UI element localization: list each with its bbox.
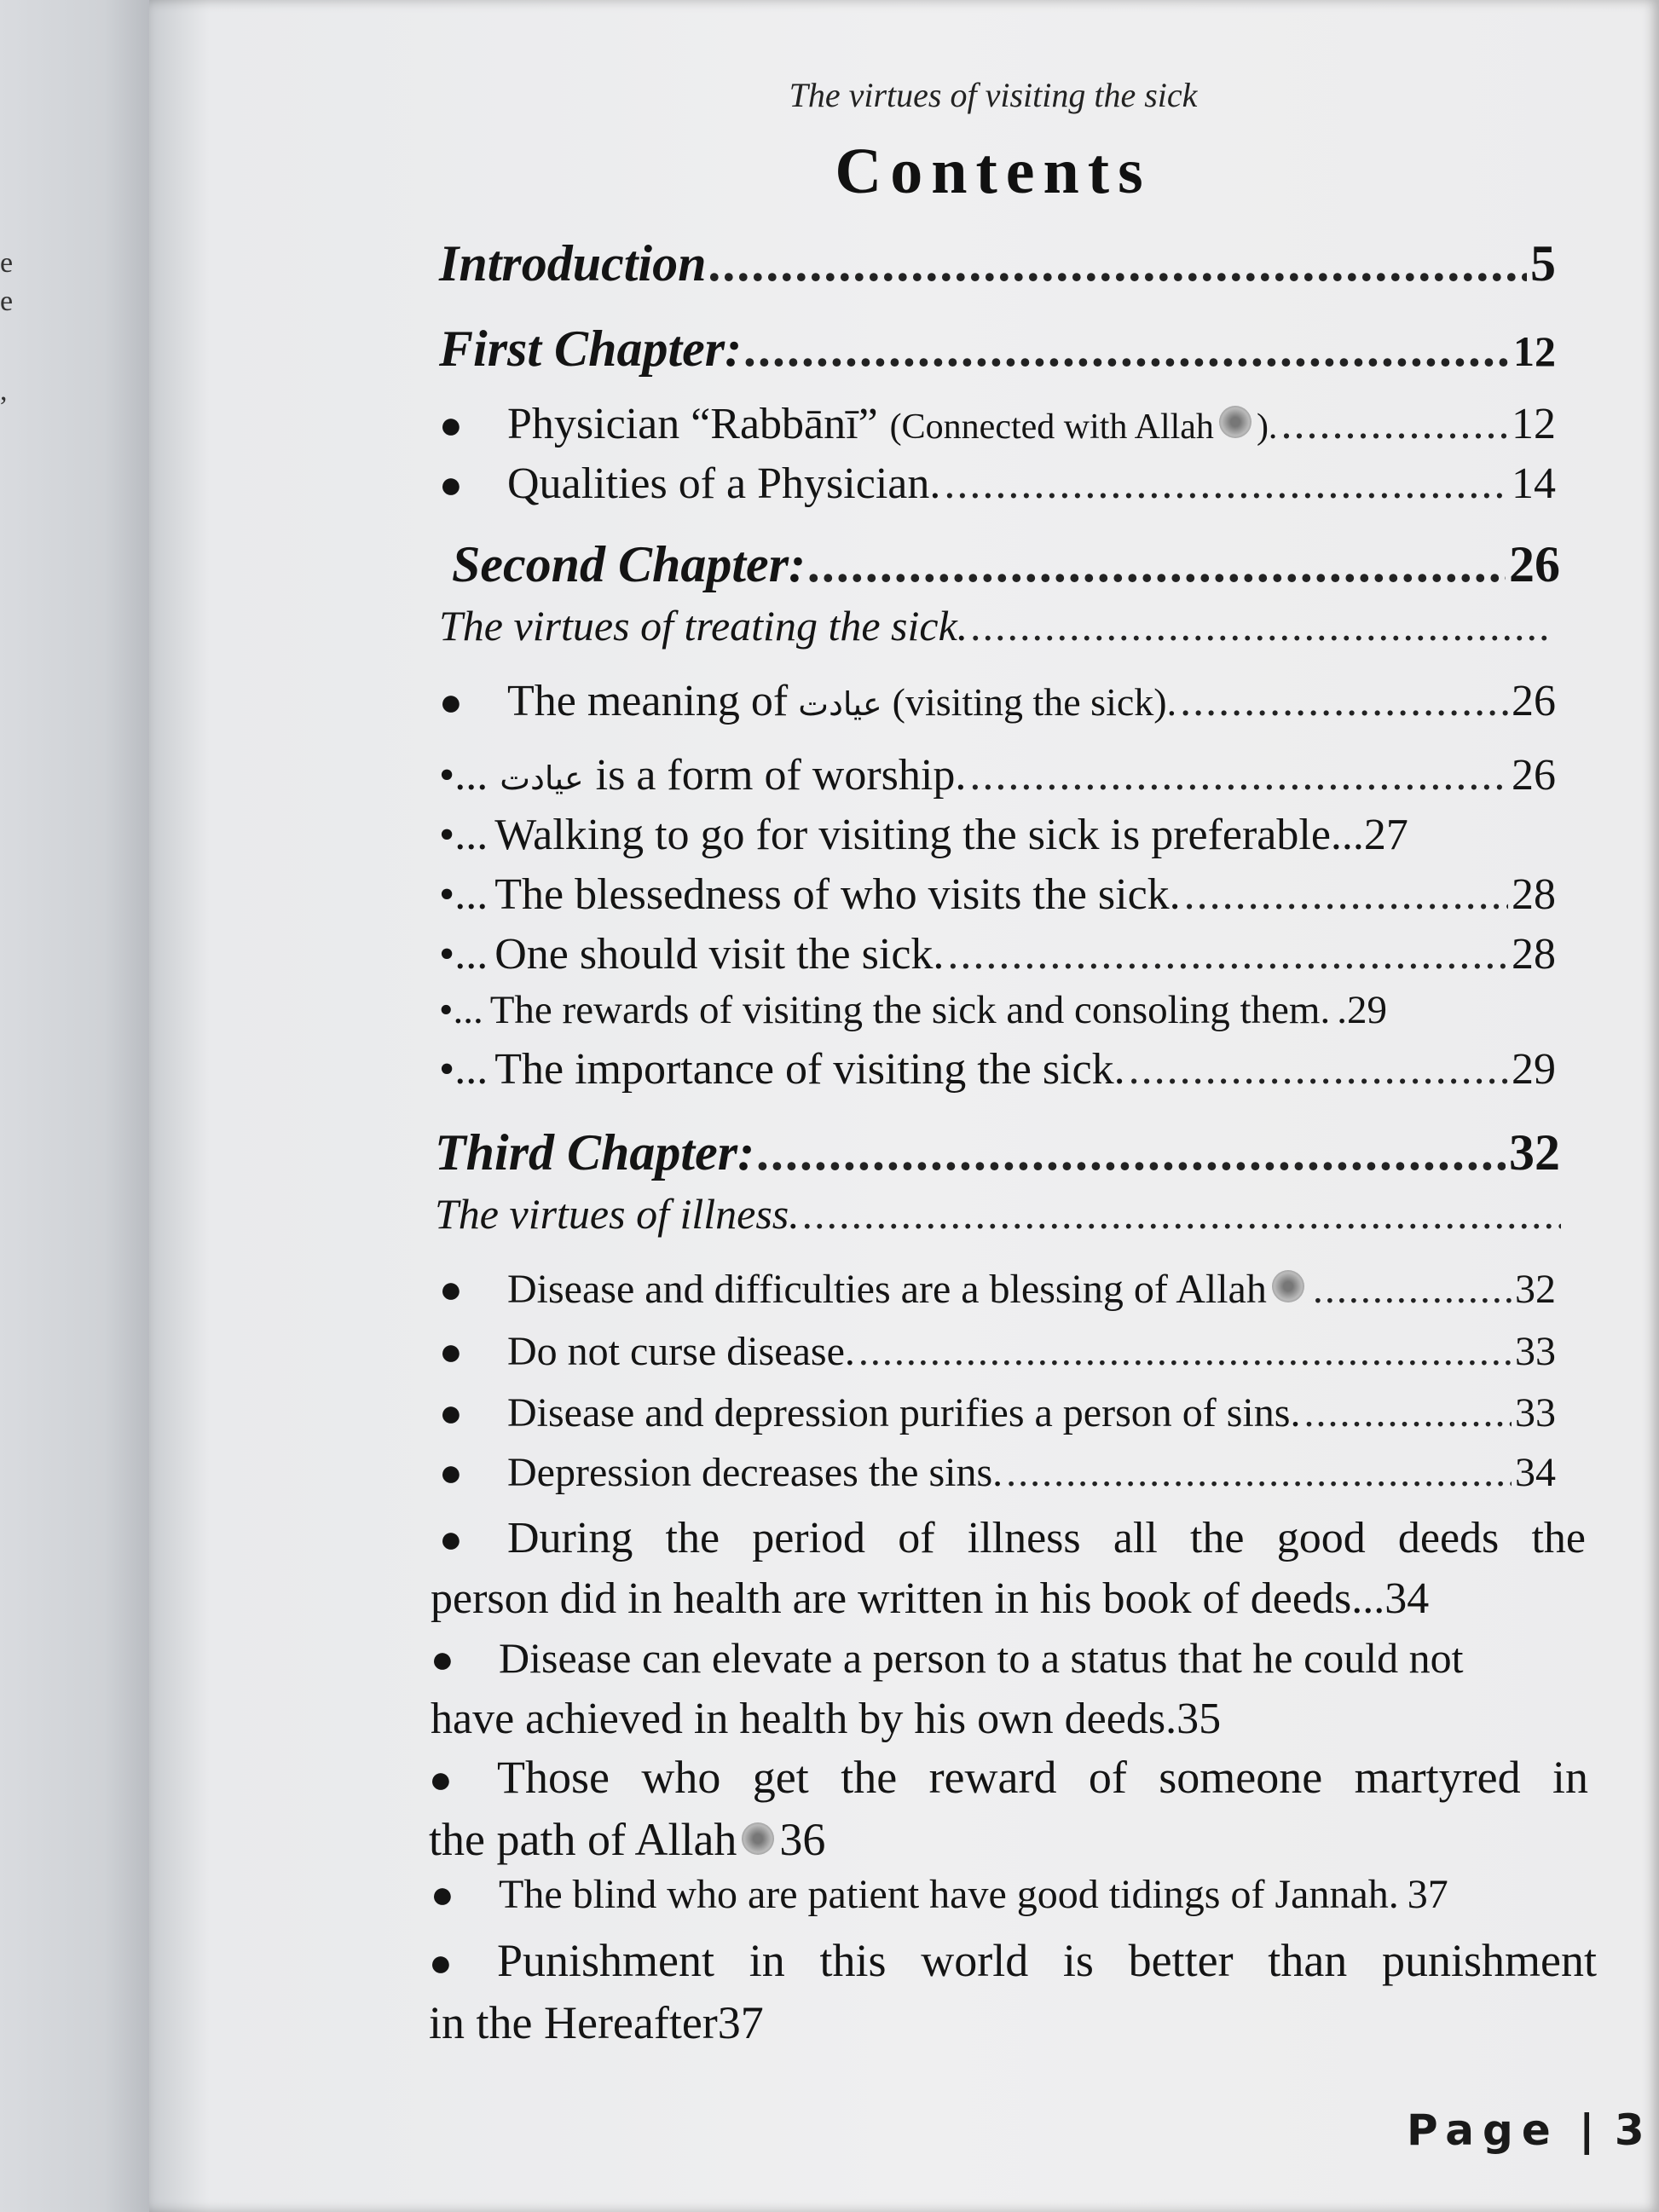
toc-entry-meaning[interactable] [439, 676, 1556, 726]
entry-line-1 [431, 1628, 1586, 1689]
bullet-icon: ● [439, 463, 463, 506]
entry-label: Qualities of a Physician. [507, 459, 941, 508]
entry-label: Introduction [439, 235, 707, 292]
entry-line-2 [431, 1689, 1556, 1749]
dot-leader [947, 929, 1508, 979]
toc-entry-blessedness[interactable] [439, 869, 1556, 920]
dot-leader [858, 1328, 1512, 1375]
page-separator: | [1579, 2105, 1595, 2155]
toc-entry-during-period[interactable] [431, 1509, 1586, 1629]
page-label: Page [1407, 2105, 1559, 2155]
entry-label: Disease and depression purifies a person of sins. [507, 1390, 1301, 1435]
entry-page: 34 [1515, 1450, 1556, 1495]
bullet-icon: ● [439, 1451, 463, 1494]
entry-label: Third Chapter: [435, 1124, 755, 1181]
entry-page: 28 [1512, 930, 1556, 979]
entry-label: Depression decreases the sins. [507, 1450, 1003, 1495]
dot-leader [971, 601, 1552, 650]
dot-leader [1313, 1266, 1512, 1313]
toc-entry-importance[interactable] [439, 1044, 1556, 1094]
entry-label: in the Hereafter [429, 1997, 718, 2048]
entry-label: The blind who are patient have good tidings of Jannah. [499, 1872, 1399, 1917]
entry-page: 14 [1512, 459, 1556, 508]
toc-entry-physician[interactable] [439, 399, 1556, 449]
entry-label: During the period of illness all the good deeds the [507, 1514, 1586, 1562]
entry-label-note: (visiting the sick). [892, 680, 1177, 724]
entry-label: Punishment in this world is better than punishment [497, 1935, 1597, 1986]
entry-label: Physician “Rabbānī” [507, 400, 878, 448]
allah-seal-icon [742, 1822, 774, 1855]
entry-line-1 [429, 1931, 1597, 1993]
toc-entry-punishment[interactable] [429, 1931, 1597, 2053]
entry-page: 12 [1513, 327, 1556, 375]
entry-label: First Chapter: [439, 321, 743, 377]
dot-leader [745, 320, 1510, 378]
dot-leader [1006, 1449, 1512, 1496]
entry-label: Disease can elevate a person to a status that he could not [499, 1634, 1464, 1682]
bullet-icon: ● [439, 680, 463, 724]
bullet-icon: ● [439, 1391, 463, 1435]
entry-label: Do not curse disease. [507, 1329, 855, 1374]
dot-leader [1184, 869, 1508, 920]
page-title: Contents [835, 136, 1152, 207]
arabic-word: عيادت [798, 685, 882, 723]
toc-entry-second-chapter[interactable] [452, 535, 1560, 594]
toc-subtitle-third [435, 1189, 1564, 1239]
entry-label: Those who get the reward of someone martyred in [497, 1752, 1588, 1803]
bullet-icon: ● [431, 1637, 454, 1681]
entry-page: 26 [1512, 677, 1556, 725]
bullet-prefix: •... [439, 1045, 488, 1094]
entry-label-note: (Connected with Allah [889, 407, 1214, 447]
entry-label: The meaning of [507, 677, 789, 725]
dot-leader [709, 234, 1527, 293]
bullet-icon: ● [439, 1517, 463, 1561]
entry-page: 29 [1512, 1045, 1556, 1094]
entry-page: 12 [1512, 400, 1556, 448]
entry-page: 5 [1530, 235, 1556, 292]
toc-subtitle-second [439, 601, 1556, 650]
entry-line-1 [429, 1747, 1588, 1810]
entry-page: 37 [717, 1997, 764, 2048]
entry-line-2 [429, 1993, 1571, 2053]
facing-page [0, 0, 149, 2212]
entry-line-2 [429, 1810, 1563, 1869]
bullet-prefix: •... [439, 930, 488, 979]
dot-leader [1180, 676, 1508, 726]
dot-leader [1280, 399, 1508, 449]
dot-leader [969, 750, 1508, 800]
entry-label: the path of Allah [429, 1814, 737, 1865]
entry-page: 32 [1509, 1124, 1560, 1181]
entry-label: One should visit the sick. [494, 930, 945, 979]
page-footer [1407, 2105, 1645, 2155]
entry-page: 32 [1515, 1267, 1556, 1312]
bullet-icon: ● [431, 1873, 454, 1916]
dot-leader [1304, 1389, 1512, 1436]
entry-page: 34 [1384, 1574, 1430, 1623]
allah-seal-icon [1272, 1270, 1304, 1302]
toc-entry-martyred[interactable] [429, 1747, 1588, 1869]
dot-leader [758, 1123, 1506, 1182]
entry-subtitle: The virtues of illness. [435, 1190, 800, 1238]
entry-page: .29 [1337, 988, 1387, 1032]
toc-entry-walking[interactable] [439, 810, 1556, 860]
entry-subtitle: The virtues of treating the sick. [439, 602, 968, 650]
entry-label: person did in health are written in his book of deeds... [431, 1574, 1385, 1623]
facing-page-fragment: e [0, 247, 14, 279]
entry-label: Disease and difficulties are a blessing of Allah [507, 1267, 1267, 1312]
running-head: The virtues of visiting the sick [789, 76, 1198, 114]
entry-label-end: ). [1256, 407, 1278, 447]
toc-entry-rewards[interactable] [439, 987, 1556, 1033]
dot-leader [803, 1189, 1561, 1239]
toc-entry-disease-blessing[interactable] [439, 1266, 1556, 1313]
entry-page: 37 [1407, 1872, 1448, 1917]
arabic-word: عيادت [500, 759, 584, 797]
toc-entry-first-chapter[interactable] [439, 320, 1556, 378]
bullet-icon: ● [439, 403, 463, 447]
entry-page: 26 [1512, 751, 1556, 800]
toc-entry-depression[interactable] [439, 1449, 1556, 1496]
entry-label: Walking to go for visiting the sick is preferable. [494, 811, 1342, 859]
entry-label: The rewards of visiting the sick and consoling them. [489, 988, 1331, 1032]
facing-page-fragment: , [0, 375, 8, 407]
toc-entry-third-chapter[interactable] [435, 1123, 1560, 1182]
entry-label: The blessedness of who visits the sick. [494, 870, 1181, 919]
page-number: 3 [1614, 2105, 1645, 2155]
toc-entry-introduction[interactable] [439, 234, 1556, 293]
toc-entry-should-visit[interactable] [439, 929, 1556, 979]
dot-leader [809, 535, 1506, 594]
entry-line-1 [439, 1509, 1586, 1569]
bullet-icon: ● [439, 1330, 463, 1373]
bullet-icon: ● [429, 1941, 453, 1984]
toc-entry-elevate[interactable] [431, 1628, 1586, 1749]
bullet-prefix: •... [439, 811, 488, 859]
dot-leader [1129, 1044, 1508, 1094]
entry-page: 36 [779, 1814, 826, 1865]
facing-page-fragment: e [0, 286, 14, 317]
toc-entry-worship[interactable] [439, 750, 1556, 800]
entry-page: 28 [1512, 870, 1556, 919]
book-page [149, 0, 1659, 2212]
toc-entry-qualities[interactable] [439, 459, 1556, 509]
entry-page: 33 [1515, 1329, 1556, 1374]
allah-seal-icon [1219, 406, 1251, 438]
entry-page: 26 [1509, 536, 1560, 592]
entry-label: have achieved in health by his own deeds. [431, 1695, 1177, 1743]
bullet-prefix: •... [439, 988, 483, 1032]
dot-leader [944, 459, 1508, 509]
entry-label: The importance of visiting the sick. [494, 1045, 1125, 1094]
entry-label: is a form of worship. [595, 751, 967, 800]
toc-entry-curse[interactable] [439, 1328, 1556, 1375]
entry-page: 35 [1176, 1695, 1222, 1743]
bullet-prefix: •... [439, 870, 488, 919]
bullet-icon: ● [429, 1758, 453, 1801]
entry-label: Second Chapter: [452, 536, 806, 592]
toc-entry-purifies[interactable] [439, 1389, 1556, 1436]
bullet-icon: ● [439, 1268, 463, 1311]
entry-page: ..27 [1341, 811, 1408, 859]
toc-entry-blind[interactable] [431, 1871, 1564, 1918]
entry-page: 33 [1515, 1390, 1556, 1435]
entry-line-2 [431, 1569, 1586, 1629]
bullet-prefix: •... [439, 751, 488, 800]
